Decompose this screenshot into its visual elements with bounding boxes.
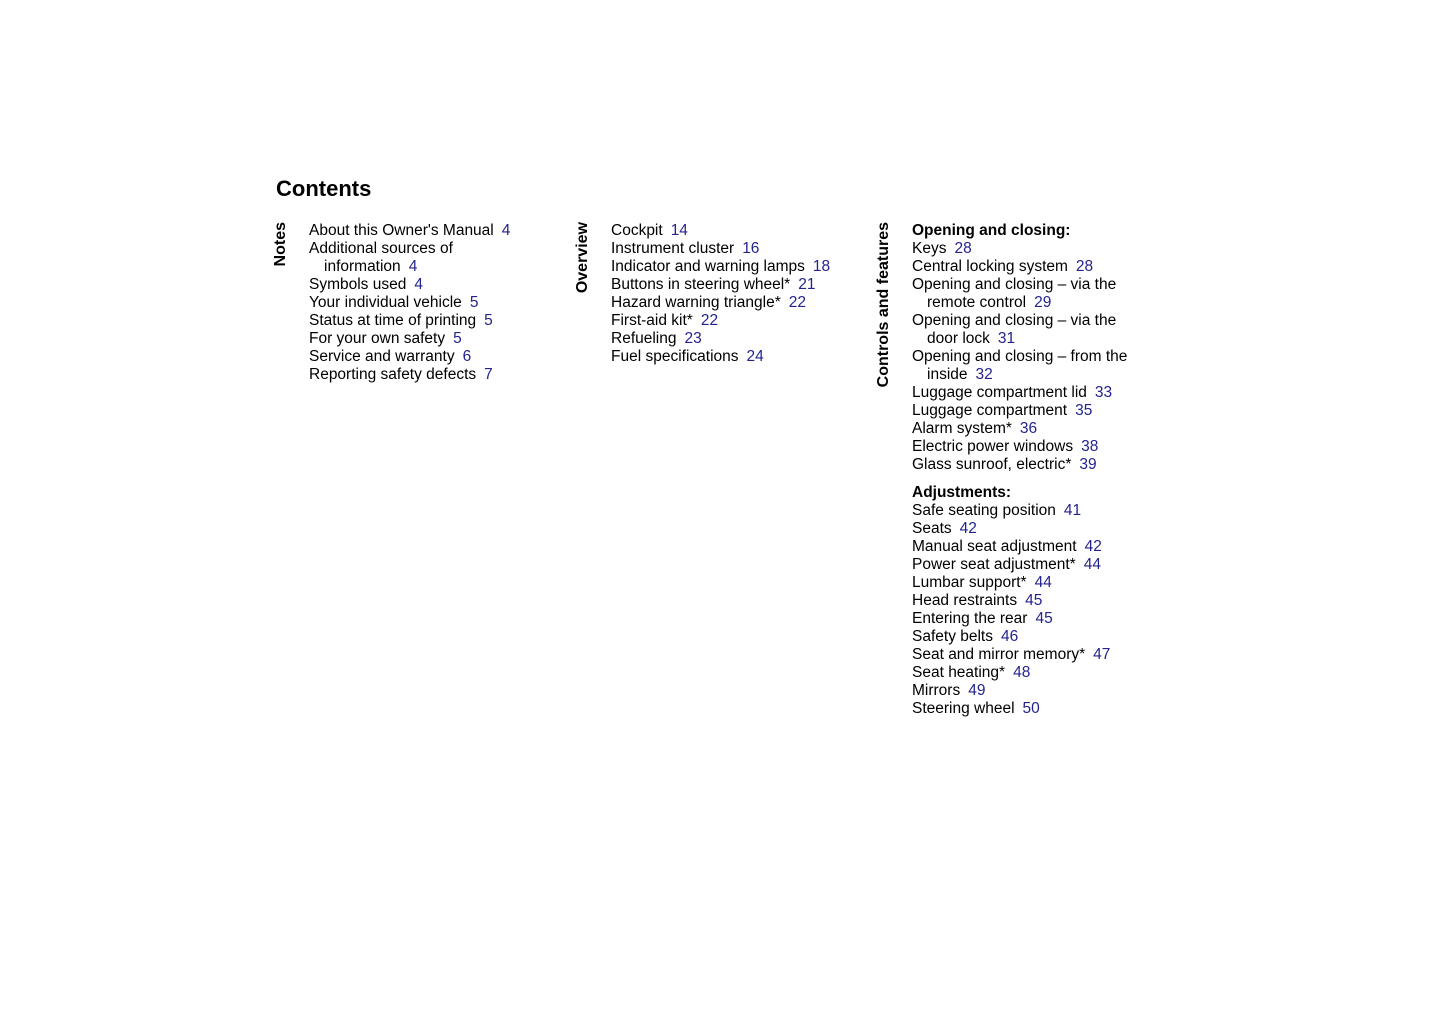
- toc-entry[interactable]: [611, 222, 830, 240]
- toc-entry-title: Reporting safety defects: [309, 366, 477, 383]
- toc-entry-title: Manual seat adjustment: [912, 538, 1077, 555]
- toc-entry-title: Glass sunroof, electric*: [912, 456, 1072, 473]
- section-entries: [912, 222, 1127, 718]
- toc-entry[interactable]: [611, 348, 830, 366]
- page-number-link[interactable]: 33: [1094, 384, 1113, 401]
- page-number-link[interactable]: 49: [968, 682, 986, 699]
- toc-entry[interactable]: [912, 348, 1127, 384]
- toc-entry-line: [912, 538, 1127, 556]
- toc-entry-line: [611, 240, 830, 258]
- toc-entry-title: Refueling: [611, 330, 677, 347]
- page-number-link[interactable]: 23: [684, 330, 702, 347]
- toc-entry-line: [912, 628, 1127, 646]
- toc-entry-title: First-aid kit*: [611, 312, 693, 329]
- page-number-link[interactable]: 4: [408, 258, 418, 275]
- toc-entry-line: [912, 420, 1127, 438]
- toc-entry[interactable]: [309, 294, 510, 312]
- toc-entry[interactable]: [912, 646, 1127, 664]
- toc-entry[interactable]: [912, 420, 1127, 438]
- toc-entry[interactable]: [611, 330, 830, 348]
- page-number-link[interactable]: 28: [1075, 258, 1094, 275]
- toc-entry-line: [912, 646, 1127, 664]
- toc-entry-title-continued: information: [324, 258, 401, 275]
- page-number-link[interactable]: 44: [1083, 556, 1101, 573]
- toc-entry[interactable]: [912, 610, 1127, 628]
- page-number-link[interactable]: 5: [469, 294, 479, 311]
- toc-entry-line: [309, 222, 510, 240]
- toc-entry[interactable]: [309, 348, 510, 366]
- toc-entry-title: For your own safety: [309, 330, 446, 347]
- toc-entry[interactable]: [309, 222, 510, 240]
- page-number-link[interactable]: 21: [798, 276, 816, 293]
- toc-group: [611, 222, 830, 366]
- toc-entry-line: [912, 402, 1127, 420]
- toc-entry-continuation: [912, 294, 1127, 312]
- group-heading: Opening and closing:: [912, 222, 1071, 239]
- toc-entry[interactable]: [611, 312, 830, 330]
- toc-entry-title: Power seat adjustment*: [912, 556, 1076, 573]
- page-number-link[interactable]: 45: [1035, 610, 1053, 627]
- toc-entry[interactable]: [912, 538, 1127, 556]
- page-number-link[interactable]: 28: [954, 240, 972, 257]
- toc-entry-line: [912, 456, 1127, 474]
- page-number-link[interactable]: 44: [1034, 574, 1052, 591]
- toc-entry[interactable]: [912, 664, 1127, 682]
- page-number-link[interactable]: 24: [746, 348, 764, 365]
- toc-group: [309, 222, 510, 384]
- toc-entry-title: About this Owner's Manual: [309, 222, 494, 239]
- toc-entry-line: [912, 574, 1127, 592]
- toc-entry-title: Opening and closing – from the: [912, 348, 1128, 365]
- page-number-link[interactable]: 4: [501, 222, 511, 239]
- toc-entry[interactable]: [912, 574, 1127, 592]
- section-entries: [611, 222, 830, 366]
- toc-entry-line: [309, 240, 510, 258]
- page-number-link[interactable]: 50: [1022, 700, 1040, 717]
- toc-entry-line: [611, 276, 830, 294]
- toc-entry-title: Luggage compartment: [912, 402, 1068, 419]
- toc-entry-title: Cockpit: [611, 222, 663, 239]
- toc-entry-title: Buttons in steering wheel*: [611, 276, 791, 293]
- toc-entry-title: Indicator and warning lamps: [611, 258, 805, 275]
- toc-entry-title: Additional sources of: [309, 240, 453, 257]
- toc-entry[interactable]: [912, 456, 1127, 474]
- page-number-link[interactable]: 32: [975, 366, 993, 383]
- page-number-link[interactable]: 7: [484, 366, 493, 383]
- toc-entry-line: [309, 294, 510, 312]
- toc-entry-line: [912, 258, 1127, 276]
- page-number-link[interactable]: 6: [462, 348, 472, 365]
- page-number-link[interactable]: 46: [1001, 628, 1019, 645]
- toc-entry-line: [611, 330, 830, 348]
- page-number-link[interactable]: 5: [484, 312, 493, 329]
- toc-entry[interactable]: [309, 312, 510, 330]
- toc-entry-title: Electric power windows: [912, 438, 1074, 455]
- toc-entry-line: [611, 258, 830, 276]
- toc-entry-title: Hazard warning triangle*: [611, 294, 781, 311]
- toc-entry-continuation: [912, 366, 1127, 384]
- page-number-link[interactable]: 14: [670, 222, 688, 239]
- toc-entry-title: Status at time of printing: [309, 312, 477, 329]
- toc-entry-title: Alarm system*: [912, 420, 1012, 437]
- toc-entry[interactable]: [912, 276, 1127, 312]
- toc-entry[interactable]: [309, 366, 510, 384]
- toc-entry-line: [912, 592, 1127, 610]
- toc-entry-title-continued: inside: [927, 366, 968, 383]
- toc-entry[interactable]: [611, 276, 830, 294]
- group-heading: Adjustments:: [912, 484, 1012, 501]
- toc-entry-line: [309, 348, 510, 366]
- page-number-link[interactable]: 42: [1084, 538, 1102, 555]
- page-number-link[interactable]: 41: [1063, 502, 1082, 519]
- toc-group: [912, 222, 1127, 474]
- toc-entry-line: [912, 502, 1127, 520]
- toc-entry-title: Head restraints: [912, 592, 1018, 609]
- toc-entry[interactable]: [912, 384, 1127, 402]
- page-number-link[interactable]: 18: [812, 258, 831, 275]
- toc-entry-line: [912, 348, 1127, 366]
- toc-entry-continuation: [912, 330, 1127, 348]
- toc-entry[interactable]: [912, 240, 1127, 258]
- toc-entry-line: [912, 610, 1127, 628]
- toc-entry-line: [912, 312, 1127, 330]
- page-title: Contents: [276, 176, 372, 201]
- toc-entry-line: [611, 222, 830, 240]
- toc-entry[interactable]: [309, 276, 510, 294]
- toc-entry[interactable]: [912, 556, 1127, 574]
- section-entries: [309, 222, 510, 384]
- toc-entry-line: [912, 520, 1127, 538]
- toc-entry-title: Opening and closing – via the: [912, 312, 1117, 329]
- toc-entry-title: Steering wheel: [912, 700, 1015, 717]
- toc-group: [912, 484, 1127, 718]
- toc-entry[interactable]: [912, 258, 1127, 276]
- page-number-link[interactable]: 39: [1079, 456, 1097, 473]
- toc-entry-line: [912, 682, 1127, 700]
- toc-entry-line: [912, 664, 1127, 682]
- toc-entry[interactable]: [611, 240, 830, 258]
- toc-entry[interactable]: [912, 402, 1127, 420]
- toc-entry[interactable]: [309, 240, 510, 276]
- toc-entry-title: Seat and mirror memory*: [912, 646, 1086, 663]
- toc-entry[interactable]: [912, 682, 1127, 700]
- page-number-link[interactable]: 4: [414, 276, 423, 293]
- toc-entry-title: Entering the rear: [912, 610, 1028, 627]
- toc-entry-title: Your individual vehicle: [309, 294, 462, 311]
- page-number-link[interactable]: 35: [1075, 402, 1093, 419]
- toc-entry-line: [912, 240, 1127, 258]
- section-label: Overview: [574, 222, 591, 294]
- toc-entry-title-continued: door lock: [927, 330, 990, 347]
- toc-entry-title: Symbols used: [309, 276, 407, 293]
- page-number-link[interactable]: 16: [742, 240, 760, 257]
- toc-entry-continuation: [309, 258, 510, 276]
- toc-entry-title: Instrument cluster: [611, 240, 735, 257]
- page-number-link[interactable]: 5: [453, 330, 462, 347]
- toc-entry-line: [309, 276, 510, 294]
- toc-entry-title: Opening and closing – via the: [912, 276, 1117, 293]
- page-number-link[interactable]: 38: [1081, 438, 1099, 455]
- toc-entry-line: [309, 366, 510, 384]
- toc-entry-line: [912, 384, 1127, 402]
- page-number-link[interactable]: 22: [700, 312, 719, 329]
- toc-entry-title: Safety belts: [912, 628, 993, 645]
- section-label: Notes: [272, 222, 289, 267]
- toc-entry-line: [912, 276, 1127, 294]
- toc-entry-line: [912, 556, 1127, 574]
- page-number-link[interactable]: 31: [997, 330, 1016, 347]
- toc-entry-line: [309, 312, 510, 330]
- page-number-link[interactable]: 29: [1034, 294, 1052, 311]
- section-label: Controls and features: [875, 222, 892, 388]
- toc-entry[interactable]: [611, 294, 830, 312]
- toc-entry-line: [912, 438, 1127, 456]
- toc-entry-title: Seat heating*: [912, 664, 1006, 681]
- page-number-link[interactable]: 36: [1019, 420, 1038, 437]
- toc-entry-line: [611, 312, 830, 330]
- toc-entry-title: Safe seating position: [912, 502, 1056, 519]
- toc-entry[interactable]: [912, 628, 1127, 646]
- toc-entry-title: Keys: [912, 240, 947, 257]
- toc-entry-title: Luggage compartment lid: [912, 384, 1087, 401]
- toc-entry[interactable]: [912, 438, 1127, 456]
- toc-entry[interactable]: [912, 592, 1127, 610]
- page-number-link[interactable]: 22: [788, 294, 806, 311]
- page-number-link[interactable]: 47: [1093, 646, 1111, 663]
- page-number-link[interactable]: 42: [959, 520, 977, 537]
- toc-entry-line: [611, 348, 830, 366]
- page-number-link[interactable]: 45: [1025, 592, 1043, 609]
- toc-entry-title: Seats: [912, 520, 952, 537]
- toc-entry-line: [611, 294, 830, 312]
- toc-entry-title: Lumbar support*: [912, 574, 1027, 591]
- toc-entry[interactable]: [912, 700, 1127, 718]
- toc-entry-line: [309, 330, 510, 348]
- toc-entry[interactable]: [611, 258, 830, 276]
- toc-entry[interactable]: [912, 502, 1127, 520]
- toc-entry-title: Mirrors: [912, 682, 961, 699]
- toc-entry-title: Service and warranty: [309, 348, 455, 365]
- toc-entry-title: Central locking system: [912, 258, 1068, 275]
- toc-entry-title-continued: remote control: [927, 294, 1027, 311]
- toc-entry[interactable]: [912, 312, 1127, 348]
- toc-entry[interactable]: [912, 520, 1127, 538]
- page-number-link[interactable]: 48: [1013, 664, 1031, 681]
- toc-entry-title: Fuel specifications: [611, 348, 739, 365]
- toc-entry-line: [912, 700, 1127, 718]
- toc-entry[interactable]: [309, 330, 510, 348]
